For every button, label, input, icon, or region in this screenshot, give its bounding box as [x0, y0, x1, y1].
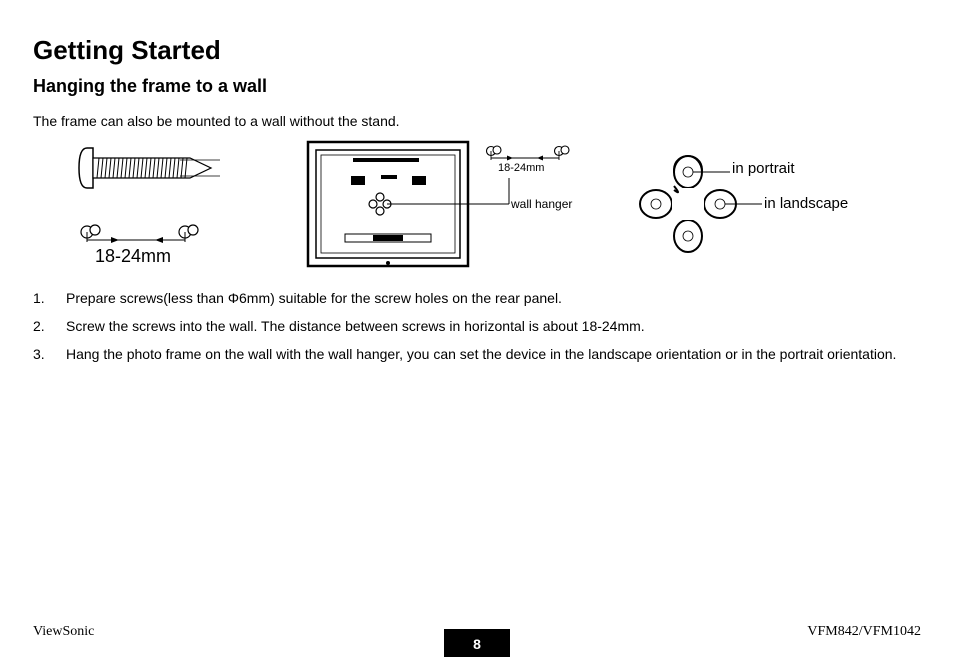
step-item	[33, 284, 921, 312]
footer-model: VFM842/VFM1042	[807, 624, 921, 639]
screw-distance-label: 18-24mm	[95, 246, 172, 266]
page-number: 8	[444, 629, 510, 657]
step-text: Screw the screws into the wall. The distance between screws in horizontal is about 18-24mm.	[66, 318, 645, 334]
frame-distance-label: 18-24mm	[498, 162, 545, 174]
step-item	[33, 312, 921, 340]
footer-brand: ViewSonic	[33, 624, 95, 639]
step-item	[33, 340, 921, 368]
wall-hanger-label: wall hanger	[511, 197, 573, 211]
step-number: 3.	[33, 346, 45, 362]
step-text: Hang the photo frame on the wall with the wall hanger, you can set the device in the landscape orientation or in the portrait orientation.	[66, 346, 897, 362]
landscape-label: in landscape	[764, 195, 849, 212]
portrait-label: in portrait	[732, 160, 795, 177]
page-title: Getting Started	[33, 35, 221, 65]
section-title: Hanging the frame to a wall	[33, 76, 268, 96]
frame-back-figure	[305, 138, 595, 270]
step-number: 2.	[33, 318, 45, 334]
hanger-orientation-figure	[638, 150, 878, 260]
step-number: 1.	[33, 290, 45, 306]
intro-paragraph: The frame can also be mounted to a wall without the stand.	[33, 113, 400, 129]
steps-list	[33, 284, 921, 368]
screw-figure	[75, 140, 225, 270]
step-text: Prepare screws(less than Φ6mm) suitable for the screw holes on the rear panel.	[66, 290, 562, 306]
